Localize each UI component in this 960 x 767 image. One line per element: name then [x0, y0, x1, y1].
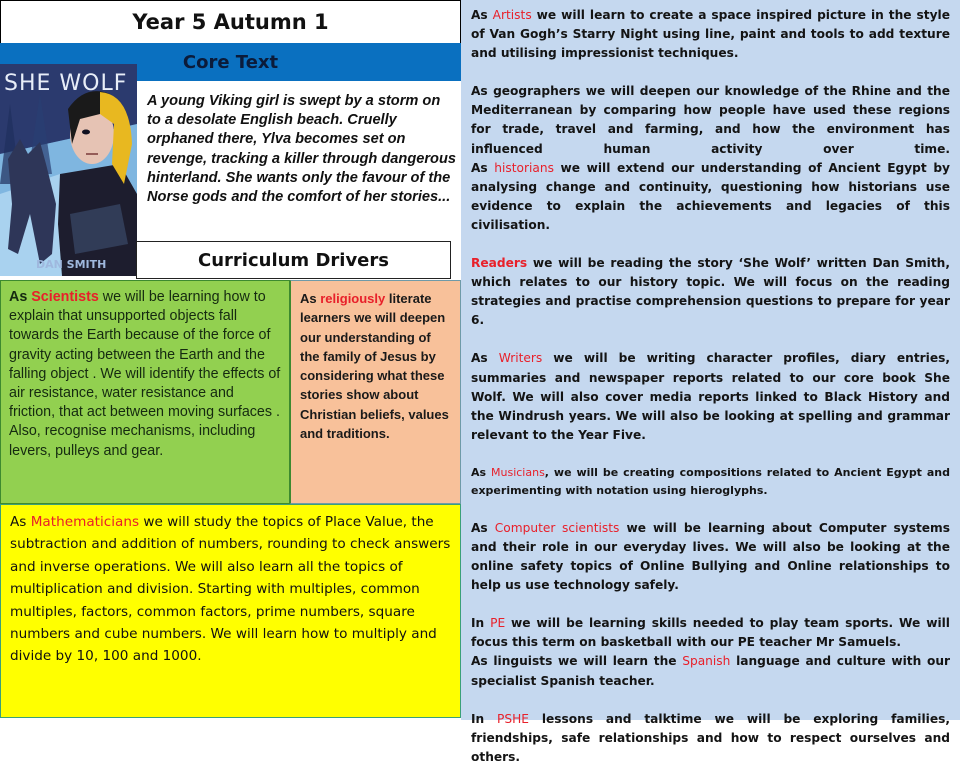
geography-paragraph	[471, 82, 950, 158]
computing-paragraph	[471, 519, 950, 595]
geography-text: As geographers we will deepen our knowledge of the Rhine and the Mediterranean by comparing how people have used these regions for trade, travel and farming, and how the environment has influenced	[471, 84, 950, 156]
languages-text: language and culture with our specialist Spanish teacher.	[471, 654, 951, 688]
art-prefix: As	[471, 8, 493, 22]
languages-subject: Spanish	[682, 654, 731, 669]
page-title-text: Year 5 Autumn 1	[132, 10, 329, 34]
history-text: we will extend our understanding of Ancient Egypt by analysing change and continuity, questioning how historians use evidence to explain the achievements and legacies of this civilisation.	[471, 160, 950, 232]
spacer	[471, 63, 950, 82]
science-prefix: As	[9, 289, 32, 305]
pshe-paragraph	[471, 710, 950, 767]
maths-text: we will study the topics of Place Value, the subtraction and addition of numbers, rounding to check answers and inverse operations. We will also learn all the topics of multiplication and division. Starting with multiples, common multiples, factors, common factors, prime numbers, square numbers and cube numbers. We will learn how to multiply and divide by 10, 100 and 1000.	[10, 514, 451, 665]
computing-prefix: As	[471, 520, 495, 535]
curriculum-drivers-header	[136, 241, 451, 279]
maths-prefix: As	[10, 514, 31, 530]
curriculum-drivers-label: Curriculum Drivers	[198, 249, 389, 271]
music-prefix: As	[471, 465, 491, 479]
book-cover-image	[0, 64, 137, 276]
art-subject: Artists	[492, 8, 532, 22]
writing-paragraph	[471, 349, 950, 444]
pe-text: we will be learning skills needed to play team sports. We will focus this term on basketball with our PE teacher Mr Samuels.	[471, 616, 950, 650]
subjects-panel	[461, 0, 960, 764]
maths-subject: Mathematicians	[30, 514, 140, 530]
science-section	[0, 280, 290, 504]
art-text: we will learn to create a space inspired picture in the style of Van Gogh’s Starry Night using line, paint and tools to add texture and utilising impressionist techniques.	[471, 8, 950, 61]
reading-text: we will be reading the story ‘She Wolf’ written Dan Smith, which relates to our history topic. We will focus on the reading strategies and practise comprehension questions to prepare for year 6.	[471, 256, 950, 328]
spacer	[471, 235, 950, 254]
writing-text: we will be writing character profiles, diary entries, summaries and newspaper reports related to our core book She Wolf. We will also cover media reports linked to Black History and the Windrush years. We will also be looking at spelling and grammar relevant to the Year Five.	[471, 351, 950, 442]
religious-education-section	[290, 280, 461, 504]
book-cover-author: DAN SMITH	[36, 258, 107, 271]
pe-subject: PE	[490, 616, 506, 631]
languages-prefix: As linguists we will learn the	[471, 654, 683, 669]
maths-section	[0, 504, 461, 718]
reading-paragraph	[471, 254, 950, 330]
spacer	[471, 330, 950, 349]
spacer	[471, 595, 950, 614]
writing-prefix: As	[471, 351, 499, 366]
re-text: literate learners we will deepen our understanding of the family of Jesus by considering what these stories show about Christian beliefs, values and traditions.	[300, 291, 449, 442]
spacer	[471, 445, 950, 464]
history-paragraph	[471, 159, 950, 235]
pshe-text: lessons and talktime we will be exploring families, friendships, safe relationships and how to respect ourselves and others.	[471, 711, 950, 764]
book-cover-illustration	[0, 64, 137, 276]
music-text: , we will be creating compositions related to Ancient Egypt and experimenting with notation using hieroglyphs.	[471, 465, 951, 497]
science-text: we will be learning how to explain that unsupported objects fall towards the Earth because of the force of gravity acting between the Earth and the falling object . We will identify the effects of air resistance, water resistance and friction, that act between moving surfaces . Also, recognise mechanisms, including levers, pulleys and gear.	[9, 289, 281, 459]
computing-text: we will be learning about Computer systems and their role in our everyday lives. We will also be looking at the online safety topics of Online Bullying and Online relationships to help us use technology safely.	[471, 520, 951, 593]
pe-prefix: In	[471, 616, 491, 631]
pshe-subject: PSHE	[497, 711, 529, 726]
languages-paragraph	[471, 652, 950, 690]
music-paragraph	[471, 464, 950, 500]
core-text-label: Core Text	[182, 51, 279, 73]
re-subject: religiously	[320, 291, 386, 306]
history-prefix: As	[471, 160, 495, 175]
computing-subject: Computer scientists	[494, 520, 620, 535]
geography-text-last: human activity over time.	[603, 141, 951, 156]
re-prefix: As	[300, 291, 321, 306]
page-title	[0, 0, 461, 43]
book-cover-title: SHE WOLF	[4, 71, 128, 96]
spacer	[471, 691, 950, 710]
pe-paragraph	[471, 614, 950, 652]
reading-subject: Readers	[471, 256, 528, 271]
writing-subject: Writers	[498, 351, 543, 366]
book-synopsis: A young Viking girl is swept by a storm on to a desolate English beach. Cruelly orphaned there, Ylva becomes set on revenge, tracking a killer through dangerous hinterland. She wants only the favour of the Norse gods and the comfort of her stories...	[147, 93, 456, 206]
art-paragraph	[471, 6, 950, 63]
science-subject: Scientists	[31, 289, 99, 305]
spacer	[471, 500, 950, 519]
music-subject: Musicians	[491, 465, 545, 479]
history-subject: historians	[494, 160, 554, 175]
pshe-prefix: In	[471, 711, 498, 726]
